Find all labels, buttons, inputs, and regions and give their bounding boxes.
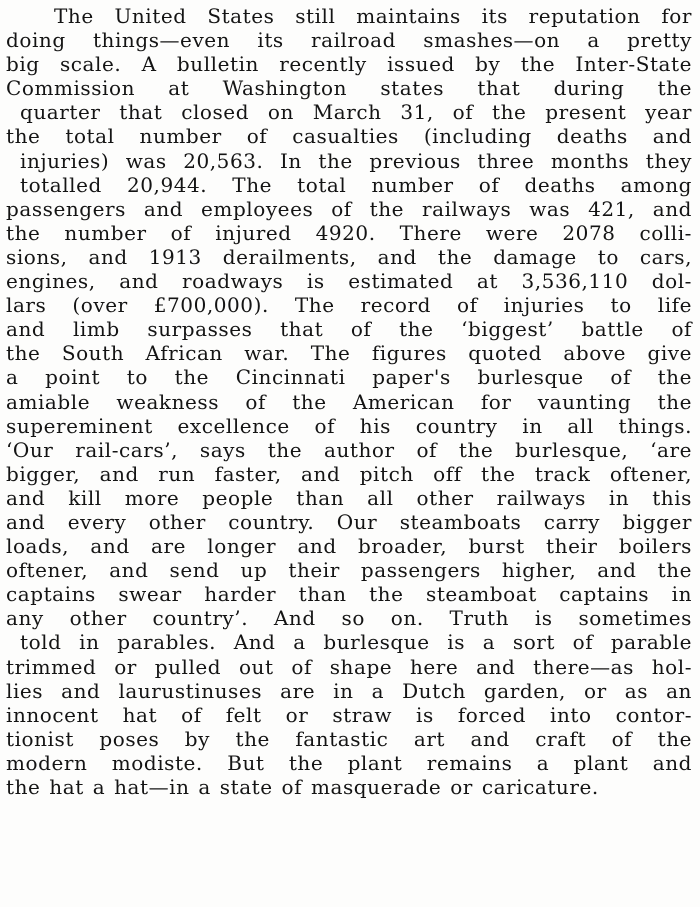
article-line: engines, and roadways is estimated at 3,536,110 dol- [6, 269, 692, 294]
article-line: The United States still maintains its reputation for [54, 4, 692, 28]
article-line: quarter that closed on March 31, of the present year [20, 100, 692, 125]
article-line: the number of injured 4920. There were 2078 colli- [6, 220, 692, 245]
article-line: trimmed or pulled out of shape here and there—as hol- [6, 654, 692, 679]
article-line: lars (over £700,000). The record of injuries to life [6, 293, 692, 318]
article-line: captains swear harder than the steamboat captains in [6, 582, 692, 607]
article-line: big scale. A bulletin recently issued by the Inter-State [6, 52, 692, 77]
article-line: sions, and 1913 derailments, and the damage to cars, [6, 244, 692, 269]
article-line: amiable weakness of the American for vaunting the [6, 389, 692, 414]
article-line: and limb surpasses that of the ‘biggest’ battle of [6, 317, 692, 342]
article-line: and kill more people than all other railways in this [6, 485, 692, 510]
article-column [6, 4, 692, 799]
article-line: doing things—even its railroad smashes—on a pretty [6, 28, 692, 53]
article-line: totalled 20,944. The total number of deaths among [20, 172, 692, 197]
article-line: passengers and employees of the railways was 421, and [6, 196, 692, 221]
article-line: tionist poses by the fantastic art and craft of the [6, 726, 692, 751]
article-line: a point to the Cincinnati paper's burlesque of the [6, 365, 692, 390]
article-line: the hat a hat—in a state of masquerade or caricature. [6, 775, 599, 799]
article-line: the total number of casualties (including deaths and [6, 124, 692, 149]
article-line: ‘Our rail-cars’, says the author of the burlesque, ‘are [6, 437, 692, 462]
article-line: modern modiste. But the plant remains a plant and [6, 750, 692, 775]
article-line: innocent hat of felt or straw is forced into contor- [6, 702, 692, 727]
article-line: oftener, and send up their passengers higher, and the [6, 558, 692, 583]
article-line: loads, and are longer and broader, burst their boilers [6, 534, 692, 559]
article-line: lies and laurustinuses are in a Dutch garden, or as an [6, 678, 692, 703]
article-line: bigger, and run faster, and pitch off the track oftener, [6, 461, 692, 486]
article-line: injuries) was 20,563. In the previous three months they [20, 148, 692, 173]
article-line: and every other country. Our steamboats carry bigger [6, 509, 692, 534]
article-line: told in parables. And a burlesque is a sort of parable [20, 630, 692, 655]
article-line: supereminent excellence of his country in all things. [6, 413, 692, 438]
article-line: Commission at Washington states that during the [6, 76, 692, 101]
article-line: any other country’. And so on. Truth is sometimes [6, 606, 692, 631]
article-line: the South African war. The figures quoted above give [6, 341, 692, 366]
